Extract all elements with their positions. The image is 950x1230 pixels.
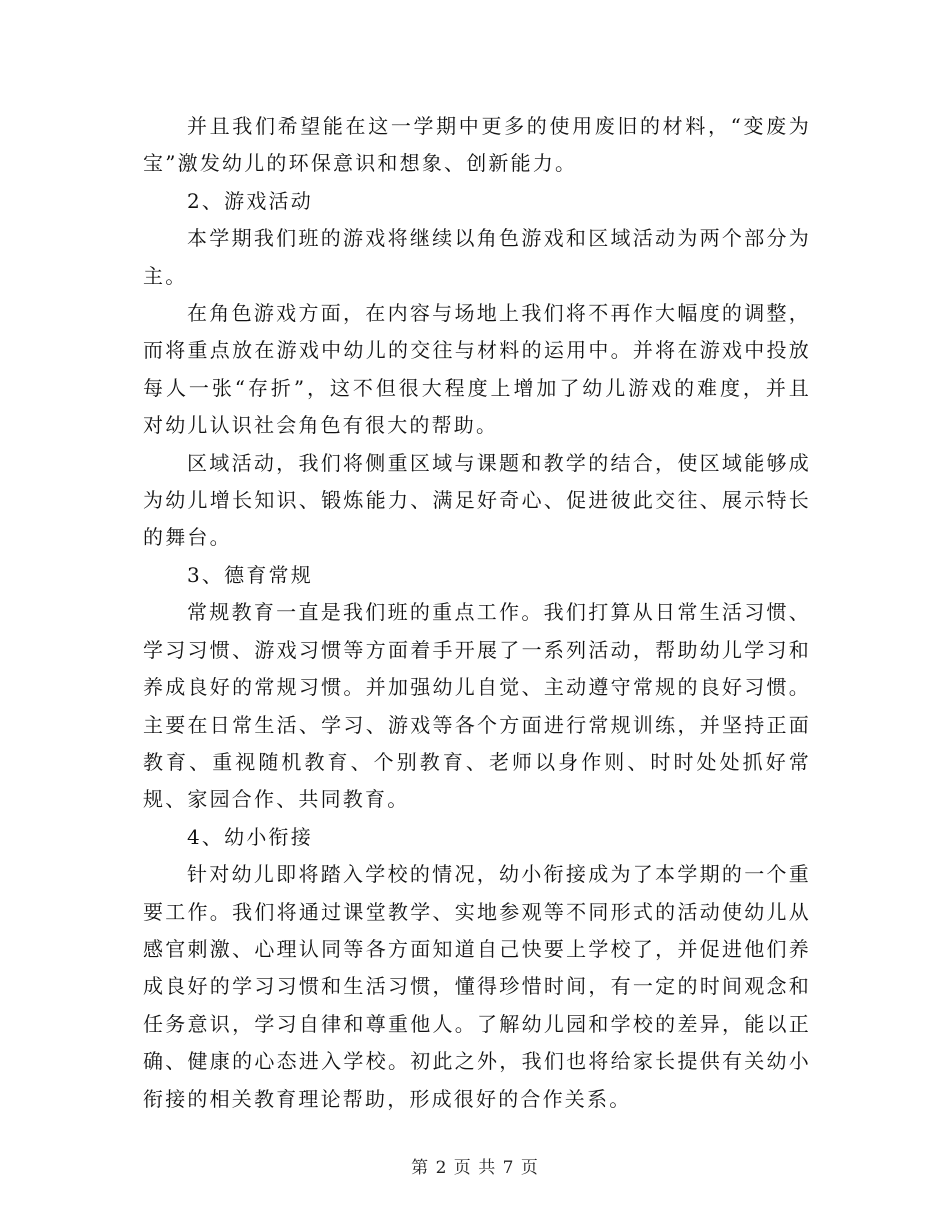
paragraph-recycled-materials: 并且我们希望能在这一学期中更多的使用废旧的材料，“变废为宝”激发幼儿的环保意识和想象、创新能力。 [143, 114, 811, 176]
paragraph-routine-education: 常规教育一直是我们班的重点工作。我们打算从日常生活习惯、学习习惯、游戏习惯等方面着手开展了一系列活动，帮助幼儿学习和养成良好的常规习惯。并加强幼儿自觉、主动遵守常规的良好习惯。主要在日常生活、学习、游戏等各个方面进行常规训练，并坚持正面教育、重视随机教育、个别教育、老师以身作则、时时处处抓好常规、家园合作、共同教育。 [143, 600, 811, 812]
section-heading-moral-routine: 3、德育常规 [187, 562, 313, 587]
section-heading-school-transition: 4、幼小衔接 [187, 824, 313, 849]
paragraph-area-activities: 区域活动，我们将侧重区域与课题和教学的结合，使区域能够成为幼儿增长知识、锻炼能力、满足好奇心、促进彼此交往、展示特长的舞台。 [143, 450, 811, 550]
page-number-footer: 第 2 页 共 7 页 [411, 1158, 539, 1178]
document-body [143, 108, 811, 1118]
paragraph-game-overview: 本学期我们班的游戏将继续以角色游戏和区域活动为两个部分为主。 [143, 226, 811, 288]
section-heading-game-activities: 2、游戏活动 [187, 188, 313, 213]
paragraph-school-transition: 针对幼儿即将踏入学校的情况，幼小衔接成为了本学期的一个重要工作。我们将通过课堂教学、实地参观等不同形式的活动使幼儿从感官刺激、心理认同等各方面知道自己快要上学校了，并促进他们养成良好的学习习惯和生活习惯，懂得珍惜时间，有一定的时间观念和任务意识，学习自律和尊重他人。了解幼儿园和学校的差异，能以正确、健康的心态进入学校。初此之外，我们也将给家长提供有关幼小衔接的相关教育理论帮助，形成很好的合作关系。 [143, 862, 811, 1111]
paragraph-role-play: 在角色游戏方面，在内容与场地上我们将不再作大幅度的调整，而将重点放在游戏中幼儿的交往与材料的运用中。并将在游戏中投放每人一张“存折”，这不但很大程度上增加了幼儿游戏的难度，并且对幼儿认识社会角色有很大的帮助。 [143, 301, 811, 438]
